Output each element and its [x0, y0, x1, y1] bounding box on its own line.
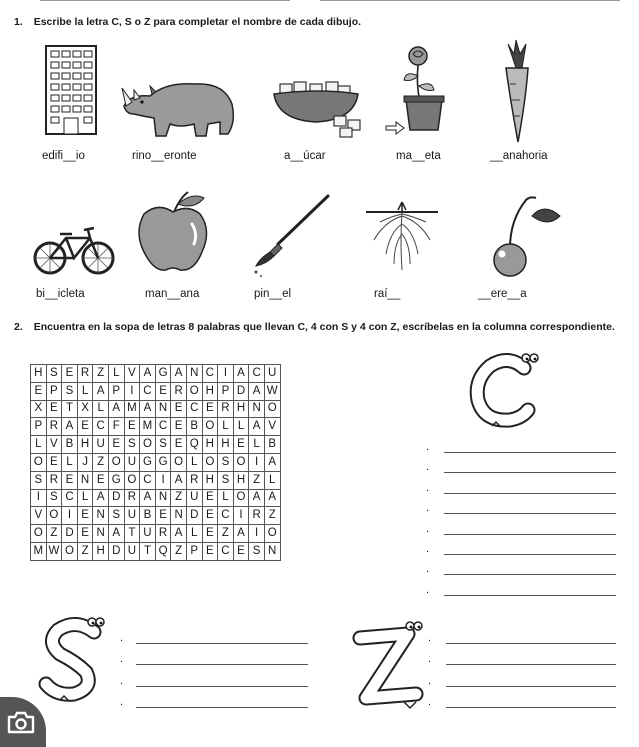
grid-row	[31, 436, 281, 454]
grid-cell: H	[233, 471, 249, 489]
bicycle-icon	[32, 224, 116, 276]
grid-cell: D	[233, 382, 249, 400]
s-bullet: .	[120, 653, 124, 666]
grid-cell: B	[140, 507, 156, 525]
letter-z-text	[348, 620, 349, 621]
grid-cell: A	[249, 489, 265, 507]
grid-cell: L	[62, 453, 78, 471]
grid-cell: G	[155, 365, 171, 383]
grid-cell: H	[93, 542, 109, 560]
question-2-text: Encuentra en la sopa de letras 8 palabras que llevan C, 4 con S y 4 con Z, escríbelas en la columna correspondiente.	[33, 321, 615, 333]
grid-cell: A	[140, 400, 156, 418]
grid-cell: V	[31, 507, 47, 525]
grid-cell: L	[218, 418, 234, 436]
grid-cell: N	[171, 507, 187, 525]
c-answer-line[interactable]	[444, 513, 616, 514]
c-answer-line[interactable]	[444, 595, 616, 596]
grid-cell: E	[202, 525, 218, 543]
grid-cell: O	[31, 525, 47, 543]
grid-cell: V	[264, 418, 280, 436]
grid-row	[31, 453, 281, 471]
c-answer-line[interactable]	[444, 452, 616, 453]
grid-cell: O	[171, 453, 187, 471]
grid-cell: U	[124, 507, 140, 525]
letter-s-icon	[36, 616, 116, 704]
grid-cell: Z	[93, 453, 109, 471]
word-search-grid	[30, 364, 281, 561]
grid-cell: V	[124, 365, 140, 383]
grid-cell: N	[93, 507, 109, 525]
root-icon	[364, 200, 440, 276]
grid-cell: U	[124, 453, 140, 471]
grid-cell: P	[46, 382, 62, 400]
sugar-bowl-icon	[272, 80, 368, 138]
grid-cell: Q	[186, 436, 202, 454]
grid-cell: R	[171, 382, 187, 400]
grid-cell: T	[124, 525, 140, 543]
grid-cell: Z	[218, 525, 234, 543]
grid-cell: S	[124, 436, 140, 454]
grid-cell: E	[202, 507, 218, 525]
c-bullet: .	[426, 461, 430, 474]
picture-label-cherry: __ere__a	[478, 288, 527, 300]
grid-cell: U	[124, 542, 140, 560]
grid-cell: Q	[155, 542, 171, 560]
c-answer-line[interactable]	[444, 554, 616, 555]
grid-row	[31, 489, 281, 507]
grid-cell: D	[62, 525, 78, 543]
c-bullet: .	[426, 502, 430, 515]
s-bullet: .	[120, 632, 124, 644]
grid-row	[31, 400, 281, 418]
grid-cell: L	[186, 525, 202, 543]
c-answer-line[interactable]	[444, 534, 616, 535]
letter-s-text	[36, 616, 37, 617]
grid-cell: L	[186, 453, 202, 471]
grid-cell: N	[155, 400, 171, 418]
grid-cell: N	[155, 489, 171, 507]
grid-cell: E	[202, 400, 218, 418]
grid-cell: A	[171, 525, 187, 543]
z-bullet: .	[428, 695, 432, 708]
grid-cell: S	[218, 471, 234, 489]
grid-cell: I	[155, 471, 171, 489]
cherry-icon	[486, 194, 562, 278]
grid-cell: P	[186, 542, 202, 560]
grid-cell: B	[186, 418, 202, 436]
grid-cell: B	[264, 436, 280, 454]
grid-cell: E	[171, 400, 187, 418]
flowerpot-icon	[384, 44, 446, 140]
grid-cell: E	[155, 507, 171, 525]
grid-cell: F	[108, 418, 124, 436]
grid-cell: D	[108, 489, 124, 507]
grid-row	[31, 542, 281, 560]
grid-cell: S	[46, 489, 62, 507]
z-bullet: .	[428, 674, 432, 687]
grid-cell: O	[140, 436, 156, 454]
grid-cell: Z	[171, 489, 187, 507]
grid-cell: S	[62, 382, 78, 400]
grid-cell: E	[202, 542, 218, 560]
s-answer-line[interactable]	[136, 707, 308, 708]
question-1	[14, 16, 361, 29]
grid-cell: M	[31, 542, 47, 560]
grid-cell: C	[62, 489, 78, 507]
s-answer-line[interactable]	[136, 664, 308, 665]
z-answer-line[interactable]	[446, 707, 616, 708]
grid-cell: R	[218, 400, 234, 418]
z-answer-line[interactable]	[446, 686, 616, 687]
grid-cell: Z	[77, 542, 93, 560]
grid-cell: L	[77, 489, 93, 507]
grid-cell: M	[140, 418, 156, 436]
question-2	[14, 321, 626, 334]
grid-cell: C	[140, 382, 156, 400]
grid-cell: A	[108, 525, 124, 543]
z-bullet: .	[428, 653, 432, 666]
grid-cell: S	[155, 436, 171, 454]
grid-cell: A	[140, 365, 156, 383]
grid-cell: H	[202, 471, 218, 489]
letter-z-icon	[348, 620, 430, 712]
picture-label-rhino: rino__eronte	[132, 150, 197, 162]
grid-cell: H	[218, 436, 234, 454]
grid-cell: A	[249, 382, 265, 400]
grid-cell: A	[140, 489, 156, 507]
grid-cell: L	[218, 489, 234, 507]
grid-cell: I	[62, 507, 78, 525]
grid-row	[31, 525, 281, 543]
grid-row	[31, 418, 281, 436]
picture-label-sugar: a__úcar	[284, 150, 326, 162]
page-top-rule-left	[40, 0, 290, 1]
grid-cell: C	[186, 400, 202, 418]
grid-cell: L	[77, 382, 93, 400]
grid-cell: G	[155, 453, 171, 471]
grid-cell: E	[46, 400, 62, 418]
c-answer-line[interactable]	[444, 493, 616, 494]
grid-cell: L	[108, 365, 124, 383]
grid-cell: O	[202, 453, 218, 471]
grid-row	[31, 382, 281, 400]
grid-cell: I	[249, 525, 265, 543]
grid-cell: X	[77, 400, 93, 418]
grid-cell: U	[264, 365, 280, 383]
grid-cell: Z	[264, 507, 280, 525]
grid-cell: T	[140, 542, 156, 560]
grid-cell: H	[77, 436, 93, 454]
letter-c-text	[466, 350, 467, 351]
grid-cell: T	[62, 400, 78, 418]
grid-cell: O	[186, 382, 202, 400]
grid-cell: Z	[249, 471, 265, 489]
grid-cell: E	[46, 453, 62, 471]
grid-cell: S	[218, 453, 234, 471]
s-bullet: .	[120, 695, 124, 708]
grid-cell: U	[93, 436, 109, 454]
grid-cell: L	[31, 436, 47, 454]
grid-cell: C	[249, 365, 265, 383]
grid-cell: S	[31, 471, 47, 489]
grid-cell: I	[233, 507, 249, 525]
picture-label-building: edifi__io	[42, 150, 85, 162]
grid-cell: E	[233, 436, 249, 454]
grid-cell: L	[233, 418, 249, 436]
grid-cell: C	[93, 418, 109, 436]
grid-cell: H	[202, 382, 218, 400]
apple-icon	[136, 190, 210, 276]
grid-cell: O	[124, 471, 140, 489]
grid-cell: E	[62, 365, 78, 383]
grid-cell: O	[46, 507, 62, 525]
picture-label-bicycle: bi__icleta	[36, 288, 85, 300]
c-bullet: .	[426, 543, 430, 555]
grid-cell: L	[249, 436, 265, 454]
grid-cell: E	[77, 507, 93, 525]
rhino-icon	[120, 74, 238, 140]
grid-cell: C	[202, 365, 218, 383]
grid-cell: N	[77, 471, 93, 489]
grid-cell: H	[31, 365, 47, 383]
grid-cell: B	[62, 436, 78, 454]
grid-cell: L	[93, 400, 109, 418]
grid-cell: H	[202, 436, 218, 454]
z-answer-line[interactable]	[446, 643, 616, 644]
grid-cell: U	[186, 489, 202, 507]
grid-cell: A	[171, 365, 187, 383]
grid-cell: O	[233, 489, 249, 507]
grid-cell: E	[62, 471, 78, 489]
c-bullet: .	[426, 563, 430, 576]
question-2-number: 2.	[14, 321, 23, 333]
grid-cell: Z	[46, 525, 62, 543]
s-bullet: .	[120, 674, 124, 687]
grid-cell: U	[140, 525, 156, 543]
grid-cell: A	[233, 365, 249, 383]
grid-cell: A	[171, 471, 187, 489]
grid-cell: D	[186, 507, 202, 525]
grid-cell: O	[264, 525, 280, 543]
grid-cell: E	[31, 382, 47, 400]
grid-cell: L	[264, 471, 280, 489]
building-icon	[44, 44, 98, 136]
grid-cell: E	[171, 436, 187, 454]
c-bullet: .	[426, 481, 430, 494]
z-bullet: .	[428, 632, 432, 644]
grid-cell: S	[108, 507, 124, 525]
question-1-number: 1.	[14, 16, 23, 28]
grid-cell: I	[124, 382, 140, 400]
grid-cell: C	[140, 471, 156, 489]
grid-cell: A	[249, 418, 265, 436]
grid-cell: G	[108, 471, 124, 489]
grid-cell: E	[93, 471, 109, 489]
grid-cell: O	[233, 453, 249, 471]
grid-cell: S	[249, 542, 265, 560]
grid-cell: H	[233, 400, 249, 418]
grid-cell: I	[249, 453, 265, 471]
c-bullet: .	[426, 441, 430, 453]
grid-cell: R	[46, 471, 62, 489]
grid-cell: R	[249, 507, 265, 525]
grid-cell: A	[108, 400, 124, 418]
grid-row	[31, 471, 281, 489]
grid-cell: R	[77, 365, 93, 383]
s-answer-line[interactable]	[136, 686, 308, 687]
c-bullet: .	[426, 522, 430, 535]
grid-cell: A	[264, 489, 280, 507]
grid-cell: A	[264, 453, 280, 471]
carrot-icon	[496, 38, 536, 146]
grid-cell: P	[31, 418, 47, 436]
grid-cell: I	[31, 489, 47, 507]
grid-cell: E	[202, 489, 218, 507]
grid-cell: R	[186, 471, 202, 489]
grid-cell: E	[77, 525, 93, 543]
grid-cell: O	[108, 453, 124, 471]
grid-row	[31, 365, 281, 383]
grid-cell: E	[108, 436, 124, 454]
picture-label-apple: man__ana	[145, 288, 200, 300]
grid-cell: C	[155, 418, 171, 436]
grid-cell: A	[62, 418, 78, 436]
grid-cell: J	[77, 453, 93, 471]
grid-cell: Z	[93, 365, 109, 383]
picture-label-paintbrush: pin__el	[254, 288, 292, 300]
grid-cell: E	[233, 542, 249, 560]
grid-cell: S	[46, 365, 62, 383]
c-bullet: .	[426, 583, 430, 596]
grid-cell: E	[155, 382, 171, 400]
grid-cell: G	[140, 453, 156, 471]
grid-cell: C	[218, 507, 234, 525]
s-answer-line[interactable]	[136, 643, 308, 644]
picture-label-flowerpot: ma__eta	[396, 150, 441, 162]
grid-row	[31, 507, 281, 525]
grid-cell: A	[233, 525, 249, 543]
letter-c-icon	[466, 350, 546, 430]
grid-cell: Z	[171, 542, 187, 560]
z-answer-line[interactable]	[446, 664, 616, 665]
grid-cell: C	[218, 542, 234, 560]
grid-cell: R	[46, 418, 62, 436]
grid-cell: M	[124, 400, 140, 418]
grid-cell: A	[93, 489, 109, 507]
grid-cell: O	[202, 418, 218, 436]
camera-icon	[6, 709, 36, 735]
grid-cell: P	[218, 382, 234, 400]
c-answer-line[interactable]	[444, 574, 616, 575]
lens-badge[interactable]	[0, 697, 46, 747]
grid-cell: P	[108, 382, 124, 400]
grid-cell: E	[171, 418, 187, 436]
grid-cell: N	[93, 525, 109, 543]
grid-cell: N	[264, 542, 280, 560]
page-top-rule-right	[320, 0, 620, 1]
grid-cell: W	[264, 382, 280, 400]
grid-cell: I	[218, 365, 234, 383]
grid-cell: X	[31, 400, 47, 418]
picture-label-root: raí__	[374, 288, 401, 300]
picture-label-carrot: __anahoria	[490, 150, 548, 162]
c-answer-line[interactable]	[444, 472, 616, 473]
grid-cell: R	[155, 525, 171, 543]
grid-cell: R	[124, 489, 140, 507]
grid-cell: O	[31, 453, 47, 471]
grid-cell: A	[93, 382, 109, 400]
grid-cell: O	[264, 400, 280, 418]
paintbrush-icon	[248, 192, 332, 278]
grid-cell: W	[46, 542, 62, 560]
grid-cell: E	[77, 418, 93, 436]
grid-cell: D	[108, 542, 124, 560]
question-1-text: Escribe la letra C, S o Z para completar el nombre de cada dibujo.	[33, 16, 362, 28]
grid-cell: O	[62, 542, 78, 560]
grid-cell: E	[124, 418, 140, 436]
grid-cell: V	[46, 436, 62, 454]
grid-cell: N	[186, 365, 202, 383]
grid-cell: N	[249, 400, 265, 418]
